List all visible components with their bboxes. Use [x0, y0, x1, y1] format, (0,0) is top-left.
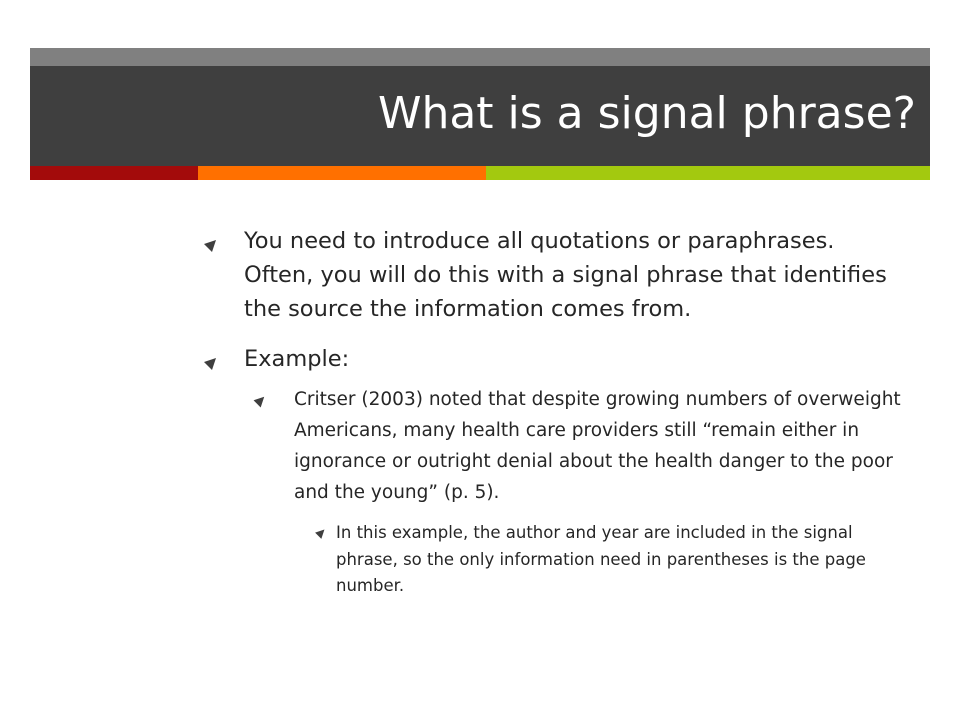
accent-green: [486, 166, 930, 180]
bullet-example: [200, 342, 905, 376]
bullet-example-text: Example:: [244, 346, 350, 372]
arrow-bullet-icon: [312, 524, 326, 551]
bullet-intro: [200, 224, 905, 326]
sub-bullet-critser: [250, 384, 905, 508]
arrow-bullet-icon: [200, 232, 218, 266]
arrow-bullet-icon: [250, 390, 266, 421]
slide-title: What is a signal phrase?: [377, 88, 916, 139]
arrow-bullet-icon: [200, 350, 218, 384]
sub-sub-bullet-explanation-text: In this example, the author and year are included in the signal phrase, so the only information need in parentheses is the page number.: [336, 523, 866, 595]
accent-band: [30, 166, 930, 180]
accent-orange: [198, 166, 486, 180]
title-bar: [30, 66, 930, 166]
sub-bullet-critser-text: Critser (2003) noted that despite growing numbers of overweight Americans, many health care providers still “remain either in ignorance or outright denial about the health danger to the poor and the young” (p. 5).: [294, 389, 901, 503]
bullet-intro-text: You need to introduce all quotations or paraphrases. Often, you will do this with a signal phrase that identifies the source the information comes from.: [244, 228, 887, 322]
accent-red: [30, 166, 198, 180]
header-top-strip: [30, 48, 930, 66]
sub-sub-bullet-explanation: [312, 520, 905, 600]
slide-content: [200, 224, 905, 600]
